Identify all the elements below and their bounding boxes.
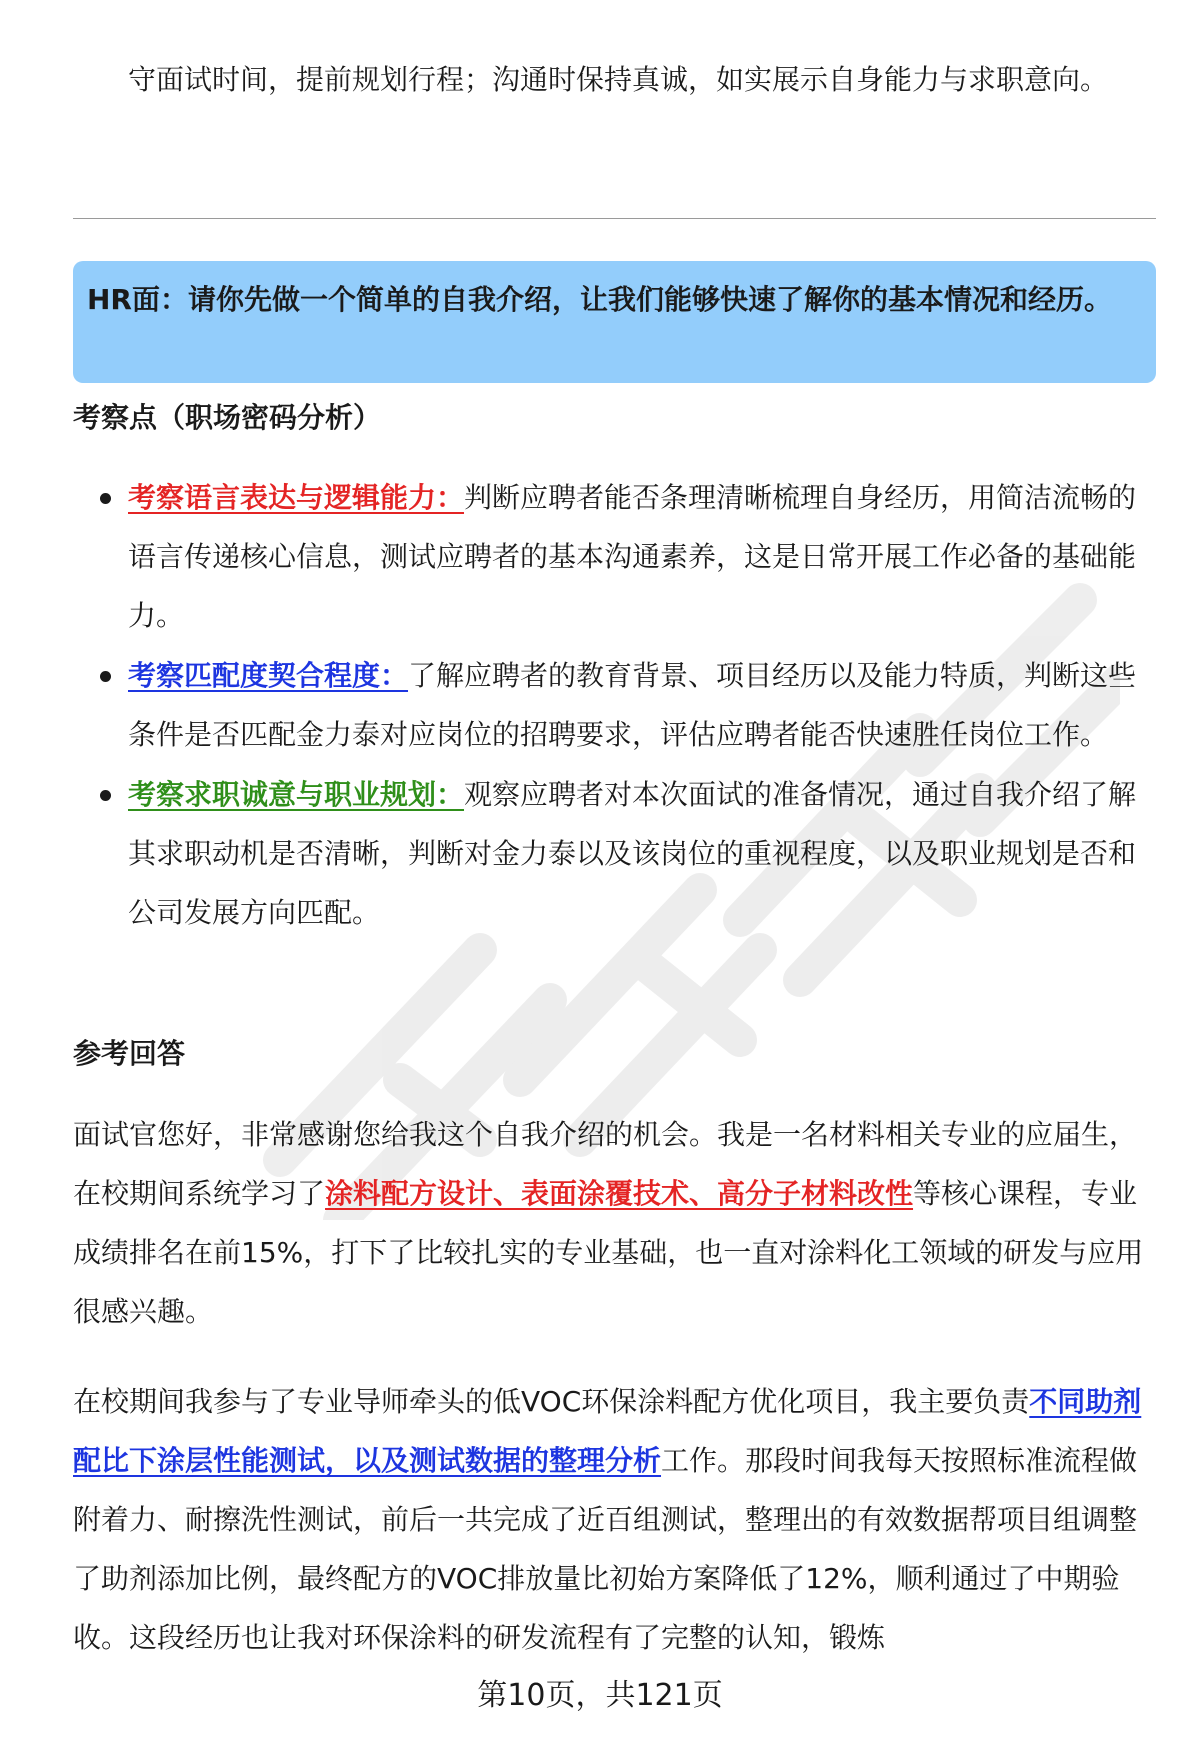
point-text: 观察应聘者对本次面试的准备情况，通过自我介绍了解其求职动机是否清晰，判断对金力泰以及该岗位的重视程度，以及职业规划是否和公司发展方向匹配。 [128, 778, 1137, 929]
point-keyword: 考察语言表达与逻辑能力： [128, 481, 465, 514]
answer-paragraph-1 [73, 1105, 1156, 1341]
bullet-icon [100, 790, 111, 801]
answer-highlight: 涂料配方设计、表面涂覆技术、高分子材料改性 [325, 1177, 914, 1210]
point-keyword: 考察求职诚意与职业规划： [128, 778, 465, 811]
list-item [73, 765, 1156, 942]
answer-text: 工作。那段时间我每天按照标准流程做附着力、耐擦洗性测试，前后一共完成了近百组测试，整理出的有效数据帮项目组调整了助剂添加比例，最终配方的VOC排放量比初始方案降低了12%，顺利通过了中期验收。这段经历也让我对环保涂料的研发流程有了完整的认知，锻炼 [73, 1444, 1138, 1654]
list-item [73, 468, 1156, 645]
page-number: 第10页，共121页 [477, 1678, 723, 1713]
assessment-points-heading: 考察点（职场密码分析） [73, 401, 382, 434]
question-text: HR面：请你先做一个简单的自我介绍，让我们能够快速了解你的基本情况和经历。 [87, 283, 1112, 316]
previous-section-continuation: 守面试时间，提前规划行程；沟通时保持真诚，如实展示自身能力与求职意向。 [128, 63, 1109, 96]
assessment-points-list [73, 468, 1156, 943]
answer-text: 在校期间我参与了专业导师牵头的低VOC环保涂料配方优化项目，我主要负责 [73, 1385, 1030, 1418]
point-keyword: 考察匹配度契合程度： [128, 659, 409, 692]
answer-text: 等核心课程，专业成绩排名在前15%，打下了比较扎实的专业基础，也一直对涂料化工领域的研发与应用很感兴趣。 [73, 1177, 1144, 1328]
point-text: 了解应聘者的教育背景、项目经历以及能力特质，判断这些条件是否匹配金力泰对应岗位的招聘要求，评估应聘者能否快速胜任岗位工作。 [128, 659, 1137, 751]
bullet-icon [100, 493, 111, 504]
bullet-icon [100, 671, 111, 682]
answer-paragraph-2 [73, 1372, 1156, 1667]
section-divider [73, 218, 1156, 219]
point-text: 判断应聘者能否条理清晰梳理自身经历，用简洁流畅的语言传递核心信息，测试应聘者的基本沟通素养，这是日常开展工作必备的基础能力。 [128, 481, 1137, 632]
list-item [73, 646, 1156, 764]
reference-answer-heading: 参考回答 [73, 1037, 186, 1070]
question-box [73, 261, 1156, 383]
answer-highlight: 不同助剂配比下涂层性能测试，以及测试数据的整理分析 [73, 1385, 1142, 1477]
answer-text: 面试官您好，非常感谢您给我这个自我介绍的机会。我是一名材料相关专业的应届生，在校期间系统学习了 [73, 1118, 1138, 1210]
